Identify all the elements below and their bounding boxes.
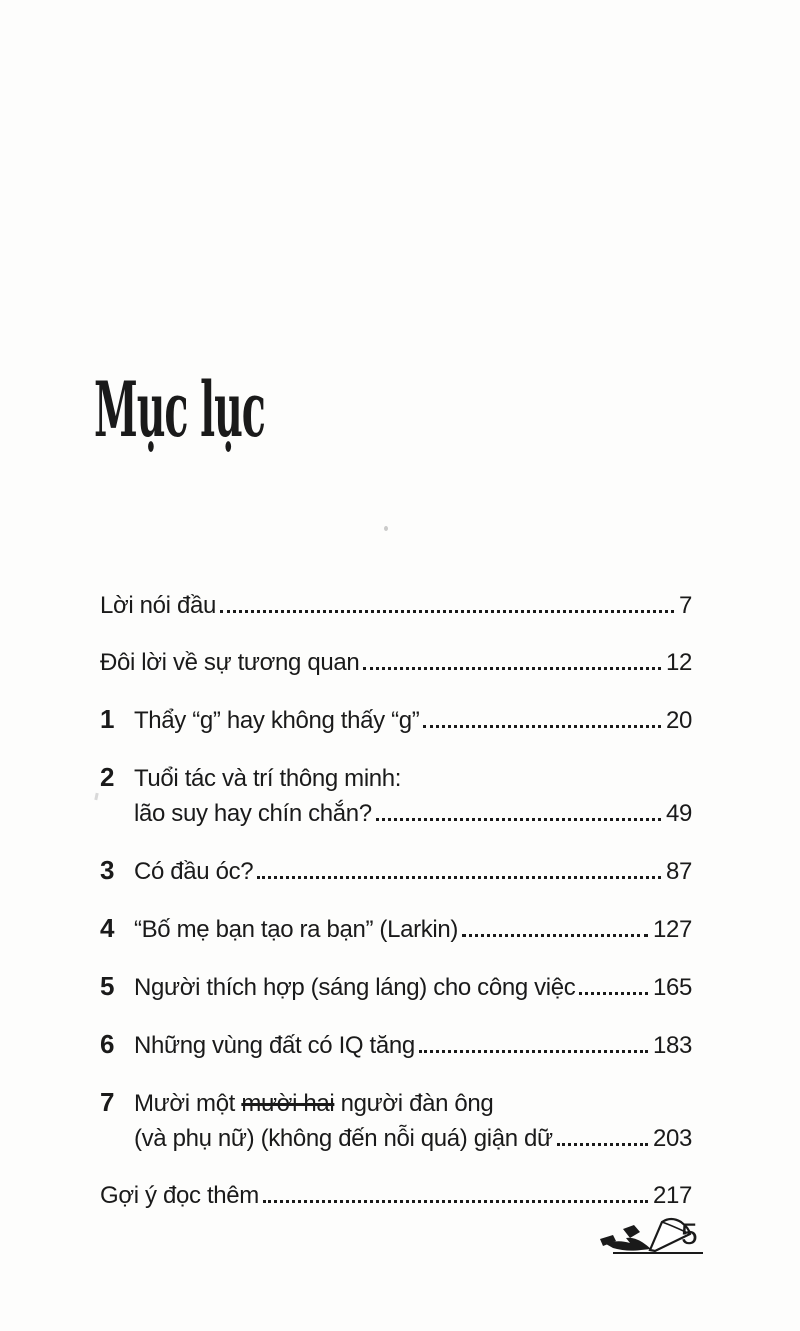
toc-entry-number: 6	[100, 1029, 115, 1059]
toc-entry-title	[134, 703, 419, 738]
toc-leader-dots	[462, 934, 648, 937]
toc-page-number: 183	[653, 1032, 692, 1059]
toc-title-segment: Tuổi tác và trí thông minh:	[134, 765, 402, 792]
toc-entry-title	[100, 588, 216, 623]
toc-entry-line	[100, 760, 692, 796]
toc-title-segment: “Bố mẹ bạn tạo ra bạn” (Larkin)	[134, 916, 458, 943]
toc-page-number: 7	[679, 592, 692, 619]
toc-title-segment: Có đầu óc?	[134, 858, 254, 885]
toc-title-segment: Lời nói đầu	[100, 592, 216, 619]
toc-leader-dots	[263, 1200, 648, 1203]
toc-entry-line	[100, 1085, 692, 1121]
toc-entry-number: 2	[100, 762, 115, 792]
toc-entry-line	[100, 645, 692, 680]
toc-page-number: 12	[666, 649, 692, 676]
toc-title-segment: Những vùng đất có IQ tăng	[134, 1032, 415, 1059]
toc-entry	[100, 1085, 692, 1156]
toc-title-segment: Gợi ý đọc thêm	[100, 1182, 259, 1209]
toc-leader-dots	[419, 1050, 648, 1053]
toc-entry-title	[134, 1028, 415, 1063]
toc-leader-dots	[423, 725, 661, 728]
toc-title-segment: Đôi lời về sự tương quan	[100, 649, 360, 676]
scan-artifact-tick	[94, 793, 98, 800]
toc-entry-line	[100, 969, 692, 1005]
toc-title-struck-segment: mười hai	[241, 1090, 335, 1117]
toc-entry-number: 4	[100, 913, 115, 943]
toc-entry	[100, 760, 692, 831]
toc-entry-line	[100, 796, 692, 831]
toc-page-number: 165	[653, 974, 692, 1001]
toc-entry-title	[134, 912, 458, 947]
toc-entry-title	[134, 970, 575, 1005]
toc-title-segment: (và phụ nữ) (không đến nỗi quá) giận dữ	[134, 1125, 553, 1152]
toc-entry-line	[100, 911, 692, 947]
toc-leader-dots	[257, 876, 661, 879]
toc-entry-line	[100, 702, 692, 738]
toc-page-number: 217	[653, 1182, 692, 1209]
figure-arm-shape	[623, 1225, 640, 1238]
toc-entry-number: 7	[100, 1087, 115, 1117]
toc-page-number: 49	[666, 800, 692, 827]
toc-title-segment: Người thích hợp (sáng láng) cho công việc	[134, 974, 576, 1001]
toc-entry	[100, 588, 692, 623]
toc-entry	[100, 969, 692, 1005]
toc-entry-line	[100, 853, 692, 889]
toc-entry-number: 3	[100, 855, 115, 885]
folio-page-number: 5	[681, 1218, 698, 1251]
toc-title-segment: người đàn ông	[334, 1090, 494, 1117]
toc-title-segment: Mười một	[134, 1090, 242, 1117]
toc-entry-line	[100, 1027, 692, 1063]
toc-title-segment: Thẩy “g” hay không thấy “g”	[134, 707, 420, 734]
toc-entry-line	[100, 1121, 692, 1156]
toc-leader-dots	[220, 610, 674, 613]
toc-entry-title	[134, 761, 401, 796]
toc-entry	[100, 911, 692, 947]
toc-entry-line	[100, 588, 692, 623]
toc-entry-number: 5	[100, 971, 115, 1001]
toc-entry	[100, 702, 692, 738]
toc-entry	[100, 1027, 692, 1063]
toc-page-number: 127	[653, 916, 692, 943]
toc-entry-title	[134, 854, 253, 889]
toc-entry-title	[134, 1086, 493, 1121]
toc-page-number: 203	[653, 1125, 692, 1152]
toc-entry-title	[100, 1178, 259, 1213]
toc-leader-dots	[557, 1143, 648, 1146]
toc-leader-dots	[363, 667, 661, 670]
toc-page-number: 87	[666, 858, 692, 885]
toc-list	[100, 588, 692, 1235]
toc-title-segment: lão suy hay chín chắn?	[134, 800, 372, 827]
toc-entry-title	[100, 645, 359, 680]
toc-entry-title	[134, 796, 372, 831]
toc-entry	[100, 645, 692, 680]
page-title: Mục lục	[94, 365, 265, 454]
toc-entry-line	[100, 1178, 692, 1213]
toc-leader-dots	[376, 818, 661, 821]
toc-entry	[100, 1178, 692, 1213]
toc-entry	[100, 853, 692, 889]
toc-entry-title	[134, 1121, 553, 1156]
toc-page-number: 20	[666, 707, 692, 734]
scan-artifact-dot	[384, 526, 388, 531]
toc-entry-number: 1	[100, 704, 115, 734]
toc-leader-dots	[579, 992, 648, 995]
